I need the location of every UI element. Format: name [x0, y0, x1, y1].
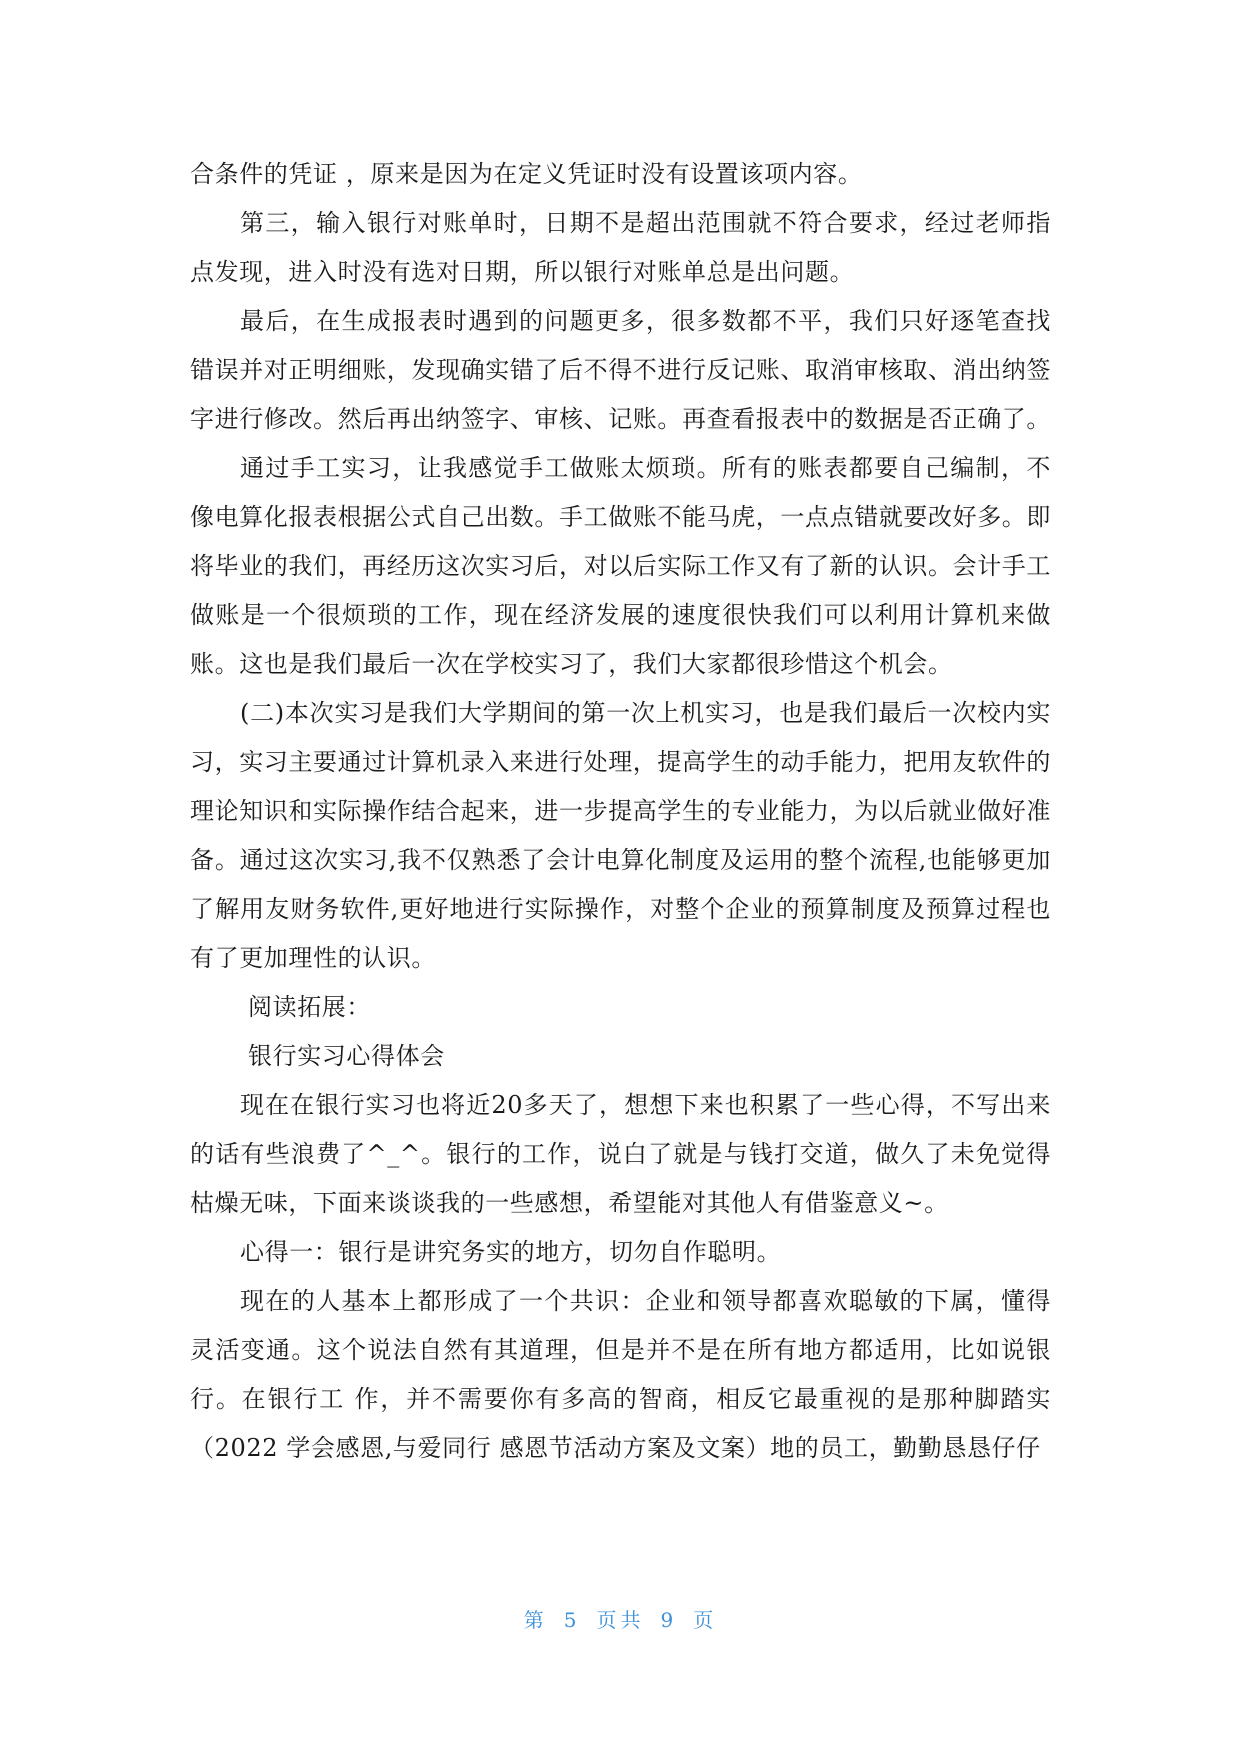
paragraph: 通过手工实习，让我感觉手工做账太烦琐。所有的账表都要自己编制，不像电算化报表根据公式自己出数。手工做账不能马虎，一点点错就要改好多。即将毕业的我们，再经历这次实习后，对以后实际工作又有了新的认识。会计手工做账是一个很烦琐的工作，现在经济发展的速度很快我们可以利用计算机来做账。这也是我们最后一次在学校实习了，我们大家都很珍惜这个机会。	[190, 454, 1051, 678]
total-pages-number: 9	[660, 1608, 678, 1632]
paragraph: 现在在银行实习也将近20多天了，想想下来也积累了一些心得，不写出来的话有些浪费了^_^。银行的工作，说白了就是与钱打交道，做久了未免觉得枯燥无味，下面来谈谈我的一些感想，希望能对其他人有借鉴意义~。	[190, 1091, 1051, 1217]
paragraph: (二)本次实习是我们大学期间的第一次上机实习，也是我们最后一次校内实习，实习主要通过计算机录入来进行处理，提高学生的动手能力，把用友软件的理论知识和实际操作结合起来，进一步提高学生的专业能力，为以后就业做好准备。通过这次实习,我不仅熟悉了会计电算化制度及运用的整个流程,也能够更加了解用友财务软件,更好地进行实际操作，对整个企业的预算制度及预算过程也有了更加理性的认识。	[190, 699, 1051, 972]
section-heading: 阅读拓展：	[248, 993, 371, 1021]
current-page-number: 5	[563, 1608, 581, 1632]
paragraph: 现在的人基本上都形成了一个共识：企业和领导都喜欢聪敏的下属，懂得灵活变通。这个说法自然有其道理，但是并不是在所有地方都适用，比如说银行。在银行工 作，并不需要你有多高的智商，相反它最重视的是那种脚踏实（2022 学会感恩,与爱同行 感恩节活动方案及文案）地的员工，勤勤恳恳仔仔	[190, 1287, 1051, 1462]
page-middle: 页共	[596, 1608, 645, 1632]
page-footer	[0, 1604, 1241, 1633]
page-suffix: 页	[693, 1608, 718, 1632]
paragraph: 合条件的凭证 ，原来是因为在定义凭证时没有设置该项内容。	[190, 160, 863, 188]
page-prefix: 第	[523, 1608, 548, 1632]
paragraph: 心得一：银行是讲究务实的地方，切勿自作聪明。	[240, 1238, 782, 1266]
paragraph: 第三，输入银行对账单时，日期不是超出范围就不符合要求，经过老师指点发现，进入时没有选对日期，所以银行对账单总是出问题。	[190, 209, 1051, 286]
article-title: 银行实习心得体会	[248, 1042, 445, 1070]
document-body	[190, 150, 1051, 1473]
paragraph: 最后，在生成报表时遇到的问题更多，很多数都不平，我们只好逐笔查找错误并对正明细账，发现确实错了后不得不进行反记账、取消审核取、消出纳签字进行修改。然后再出纳签字、审核、记账。再查看报表中的数据是否正确了。	[190, 307, 1051, 433]
